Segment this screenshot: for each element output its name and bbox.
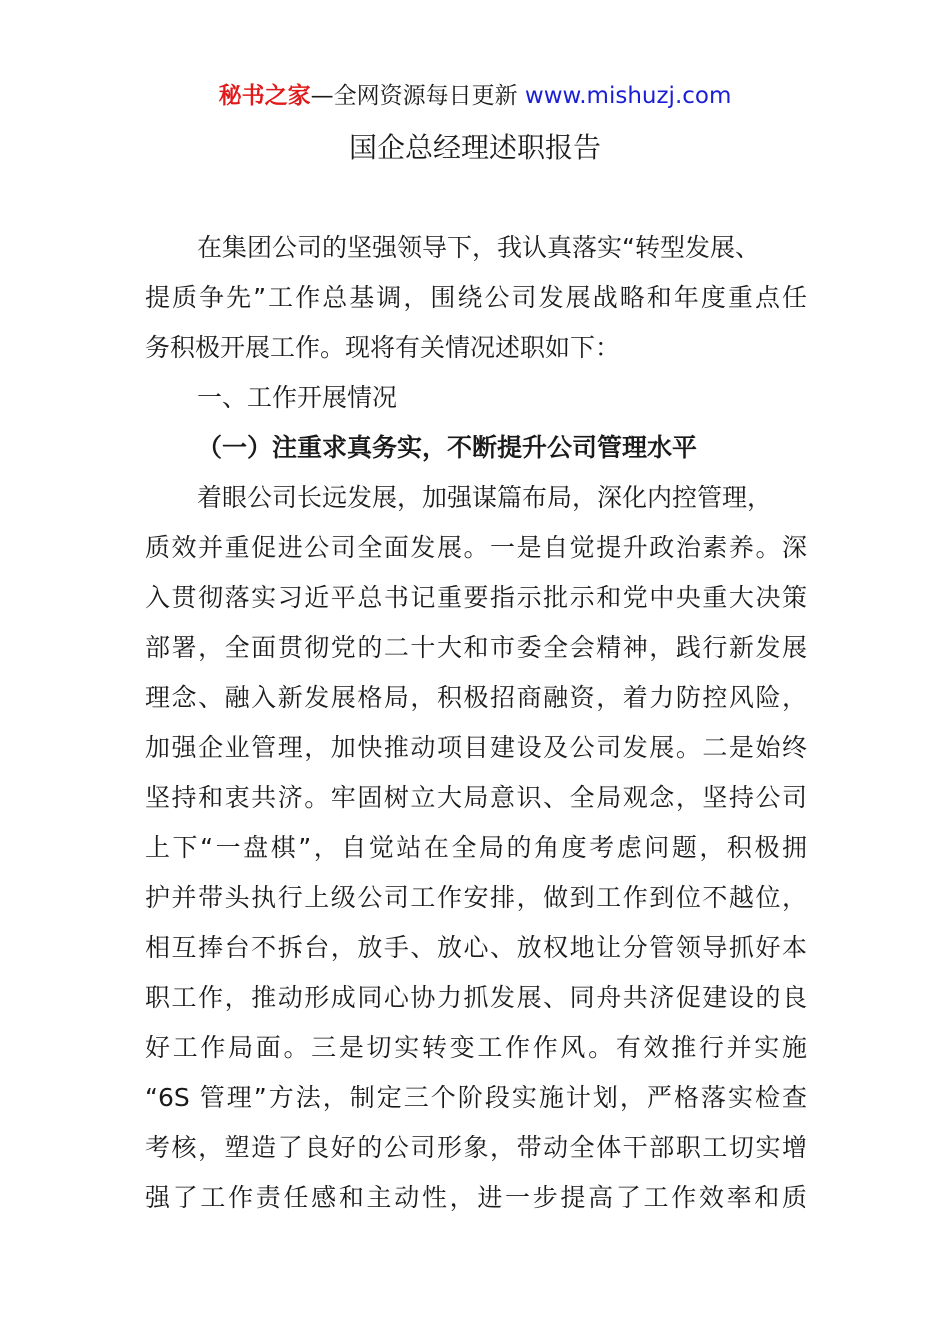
paragraph-line: 质效并重促进公司全面发展。一是自觉提升政治素养。深 (145, 533, 807, 562)
site-url-link[interactable]: www.mishuzj.com (524, 83, 732, 109)
document-body (145, 223, 807, 1223)
paragraph-line: 上下“一盘棋”，自觉站在全局的角度考虑问题，积极拥 (145, 833, 807, 862)
paragraph-line: 考核，塑造了良好的公司形象，带动全体干部职工切实增 (145, 1133, 807, 1162)
paragraph-line: 职工作，推动形成同心协力抓发展、同舟共济促建设的良 (145, 983, 807, 1012)
paragraph-line: 着眼公司长远发展，加强谋篇布局，深化内控管理， (197, 483, 773, 512)
paragraph-line: 理念、融入新发展格局，积极招商融资，着力防控风险， (145, 683, 807, 712)
paragraph-line: 相互捧台不拆台，放手、放心、放权地让分管领导抓好本 (145, 933, 807, 962)
brand-name: 秘书之家 (218, 83, 311, 109)
paragraph-line: 加强企业管理，加快推动项目建设及公司发展。二是始终 (145, 733, 807, 762)
paragraph-line: 好工作局面。三是切实转变工作作风。有效推行并实施 (145, 1033, 807, 1062)
paragraph-line: “6S 管理”方法，制定三个阶段实施计划，严格落实检查 (145, 1083, 807, 1112)
paragraph-line: 提质争先”工作总基调，围绕公司发展战略和年度重点任 (145, 283, 807, 312)
subsection-heading: （一）注重求真务实，不断提升公司管理水平 (197, 433, 698, 462)
paragraph-line: 入贯彻落实习近平总书记重要指示批示和党中央重大决策 (145, 583, 807, 612)
paragraph-line: 坚持和衷共济。牢固树立大局意识、全局观念，坚持公司 (145, 783, 807, 812)
site-banner (0, 80, 950, 112)
banner-tagline: —全网资源每日更新 (310, 83, 525, 109)
paragraph-line: 在集团公司的坚强领导下，我认真落实“转型发展、 (197, 233, 760, 262)
paragraph-line: 部署，全面贯彻党的二十大和市委全会精神，践行新发展 (145, 633, 807, 662)
paragraph-line: 务积极开展工作。现将有关情况述职如下： (145, 333, 621, 362)
section-heading: 一、工作开展情况 (197, 383, 398, 412)
paragraph-line: 强了工作责任感和主动性，进一步提高了工作效率和质 (145, 1183, 807, 1212)
paragraph-line: 护并带头执行上级公司工作安排，做到工作到位不越位， (145, 883, 807, 912)
document-title: 国企总经理述职报告 (348, 131, 601, 164)
